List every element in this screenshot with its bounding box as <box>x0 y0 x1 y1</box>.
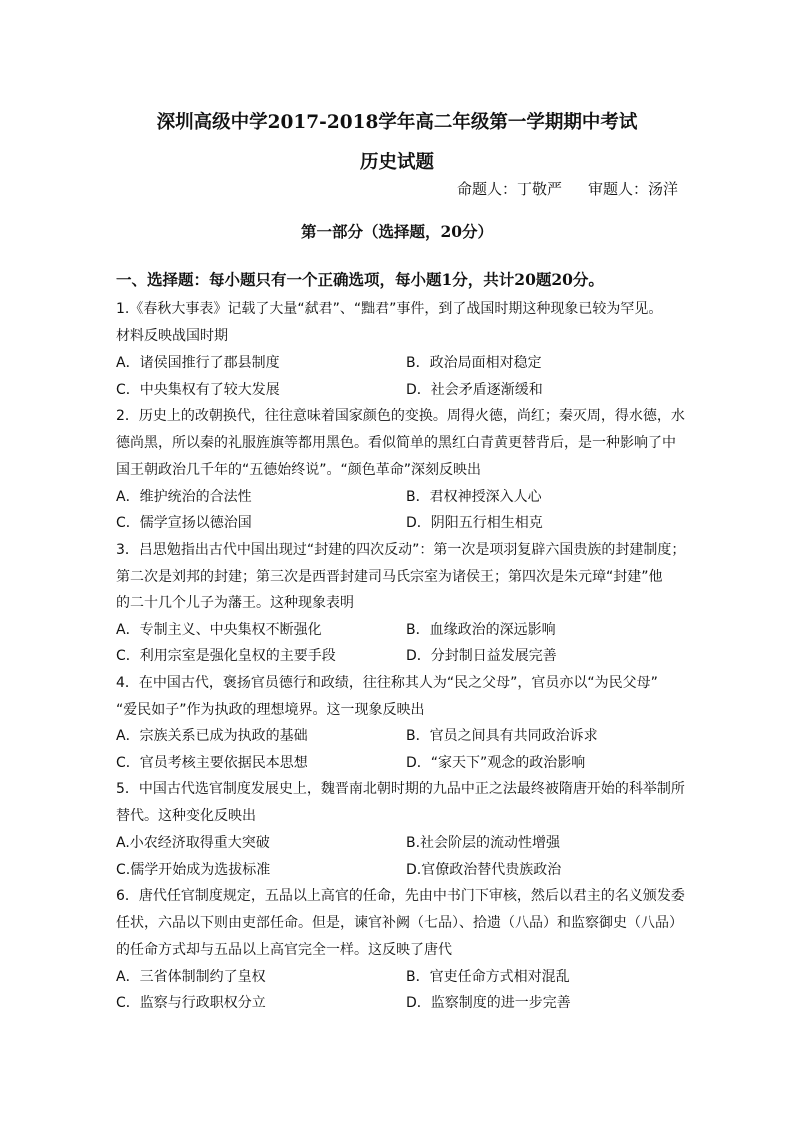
subject-title: 历史试题 <box>359 152 434 173</box>
question-2-option-b: B．君权神授深入人心 <box>406 489 542 505</box>
question-2-option-d: D．阴阳五行相生相克 <box>406 515 543 531</box>
setter-label: 命题人：丁敬严 <box>456 180 562 198</box>
question-4-option-c: C．官员考核主要依据民本思想 <box>116 755 308 771</box>
question-2-line-1: 2．历史上的改朝换代，往往意味着国家颜色的变换。周得火德，尚红；秦灭周，得水德，水 <box>116 408 685 424</box>
exam-title: 深圳高级中学2017-2018学年高二年级第一学期期中考试 <box>156 112 638 133</box>
question-6-option-d: D．监察制度的进一步完善 <box>406 995 571 1011</box>
question-6-line-1: 6．唐代任官制度规定，五品以上高官的任命，先由中书门下审核，然后以君主的名义颁发委 <box>116 888 685 904</box>
author-line <box>457 178 678 199</box>
question-1-line-1: 1.《春秋大事表》记载了大量“弑君”、“黜君”事件，到了战国时期这种现象已较为罕见。 <box>116 301 663 317</box>
question-3-option-b: B．血缘政治的深远影响 <box>406 622 556 638</box>
question-3-line-1: 3．吕思勉指出古代中国出现过“封建的四次反动”：第一次是项羽复辟六国贵族的封建制度； <box>116 542 686 558</box>
question-3-option-d: D．分封制日益发展完善 <box>406 648 557 664</box>
question-1-option-c: C．中央集权有了较大发展 <box>116 382 280 398</box>
section-instructions: 一、选择题：每小题只有一个正确选项，每小题1分，共计20题20分。 <box>116 270 604 289</box>
question-2-line-3: 国王朝政治几千年的“五德始终说”。“颜色革命”深刻反映出 <box>116 462 482 478</box>
question-1-option-b: B．政治局面相对稳定 <box>406 355 542 371</box>
question-4-option-b: B．官员之间具有共同政治诉求 <box>406 728 598 744</box>
question-3-option-c: C．利用宗室是强化皇权的主要手段 <box>116 648 336 664</box>
question-2-option-c: C．儒学宣扬以德治国 <box>116 515 252 531</box>
part-title: 第一部分（选择题，20分） <box>300 222 494 241</box>
question-5-line-2: 替代。这种变化反映出 <box>116 808 256 824</box>
question-2-option-a: A．维护统治的合法性 <box>116 489 252 505</box>
question-1-line-2: 材料反映战国时期 <box>116 328 228 344</box>
question-4-option-d: D．“家天下”观念的政治影响 <box>406 755 586 771</box>
question-3-option-a: A．专制主义、中央集权不断强化 <box>116 622 322 638</box>
question-6-option-a: A．三省体制制约了皇权 <box>116 969 266 985</box>
question-5-option-a: A.小农经济取得重大突破 <box>116 835 270 851</box>
reviewer-label: 审题人：汤洋 <box>587 180 678 198</box>
question-3-line-2: 第二次是刘邦的封建；第三次是西晋封建司马氏宗室为诸侯王；第四次是朱元璋“封建”他 <box>116 569 663 585</box>
question-5-option-b: B.社会阶层的流动性增强 <box>406 835 561 851</box>
question-5-line-1: 5．中国古代选官制度发展史上，魏晋南北朝时期的九品中正之法最终被隋唐开始的科举制所 <box>116 781 685 797</box>
question-6-option-b: B．官吏任命方式相对混乱 <box>406 969 570 985</box>
question-1-option-a: A．诸侯国推行了郡县制度 <box>116 355 280 371</box>
question-6-line-3: 的任命方式却与五品以上高官完全一样。这反映了唐代 <box>116 942 452 958</box>
question-5-option-d: D.官僚政治替代贵族政治 <box>406 862 562 878</box>
question-5-option-c: C.儒学开始成为选拔标准 <box>116 862 271 878</box>
question-4-line-2: “爱民如子”作为执政的理想境界。这一现象反映出 <box>116 702 425 718</box>
question-6-option-c: C．监察与行政职权分立 <box>116 995 266 1011</box>
question-3-line-3: 的二十几个儿子为藩王。这种现象表明 <box>116 595 354 611</box>
question-6-line-2: 任状，六品以下则由吏部任命。但是，谏官补阙（七品）、拾遗（八品）和监察御史（八品） <box>116 915 683 931</box>
question-4-option-a: A．宗族关系已成为执政的基础 <box>116 728 308 744</box>
question-2-line-2: 德尚黑，所以秦的礼服旌旗等都用黑色。看似简单的黑红白青黄更替背后，是一种影响了中 <box>116 435 676 451</box>
question-4-line-1: 4．在中国古代，褒扬官员德行和政绩，往往称其人为“民之父母”，官员亦以“为民父母” <box>116 675 658 691</box>
question-1-option-d: D．社会矛盾逐渐缓和 <box>406 382 543 398</box>
